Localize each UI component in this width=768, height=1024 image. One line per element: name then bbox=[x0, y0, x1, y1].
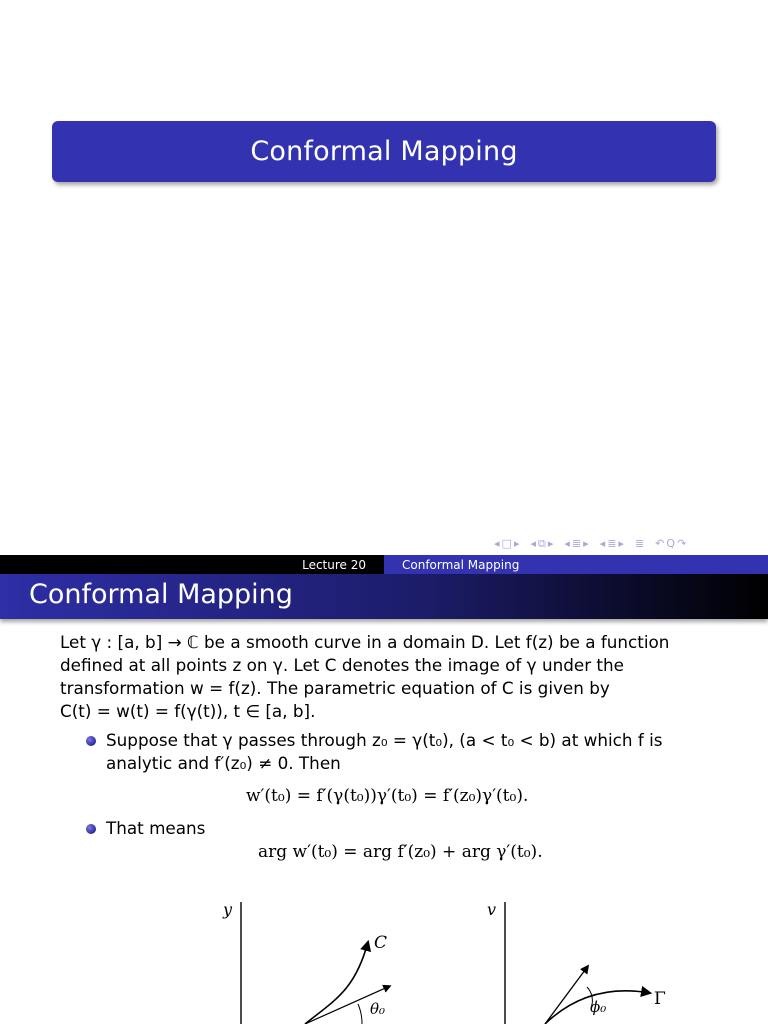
nav-prev-slide-icon[interactable]: ◂ bbox=[530, 537, 536, 550]
bullet-item-2: That means bbox=[106, 818, 206, 838]
lecture-label[interactable]: Lecture 20 bbox=[302, 557, 366, 572]
y-axis-label: y bbox=[223, 900, 233, 919]
nav-next-slide-icon[interactable]: ▸ bbox=[547, 537, 554, 550]
content-slide bbox=[0, 555, 768, 1024]
frame-title: Conformal Mapping bbox=[29, 579, 293, 610]
derivative-equation: w′(t₀) = f′(γ(t₀))γ′(t₀) = f′(z₀)γ′(t₀). bbox=[246, 786, 529, 806]
bullet-icon bbox=[86, 736, 96, 746]
curve-c-label: C bbox=[374, 933, 388, 953]
nav-prev-subsection-icon[interactable]: ◂ bbox=[564, 537, 570, 550]
nav-section-icon[interactable]: ≣ bbox=[607, 537, 617, 550]
paragraph-line: C(t) = w(t) = f(γ(t)), t ∈ [a, b]. bbox=[60, 701, 316, 721]
nav-next-subsection-icon[interactable]: ▸ bbox=[583, 537, 589, 550]
image-tangent-line bbox=[545, 966, 588, 1024]
curve-c bbox=[305, 942, 368, 1024]
bullet-line: analytic and f′(z₀) ≠ 0. Then bbox=[106, 753, 341, 773]
nav-prev-section-icon[interactable]: ◂ bbox=[599, 537, 606, 550]
nav-document-icon[interactable]: ≣ bbox=[634, 537, 645, 550]
nav-search-icon[interactable]: Q bbox=[666, 537, 676, 550]
theta-label: θ₀ bbox=[370, 1000, 386, 1018]
theta-arc bbox=[358, 1004, 362, 1024]
bullet-line: Suppose that γ passes through z₀ = γ(t₀), (a < t₀ < b) at which f is bbox=[106, 730, 663, 750]
nav-frame-icon[interactable]: □ bbox=[501, 537, 512, 550]
curve-gamma-label: Γ bbox=[654, 989, 666, 1009]
slide-title: Conformal Mapping bbox=[250, 136, 518, 167]
nav-slide-icon[interactable]: ⧉ bbox=[538, 537, 546, 550]
nav-back-icon[interactable]: ↶ bbox=[655, 537, 665, 550]
bullet-item-1 bbox=[106, 729, 726, 775]
title-box bbox=[52, 121, 716, 182]
nav-subsection-icon[interactable]: ≣ bbox=[571, 537, 582, 550]
nav-next-section-icon[interactable]: ▸ bbox=[618, 537, 624, 550]
phi-label: ϕ₀ bbox=[590, 998, 607, 1016]
conformal-mapping-figure bbox=[0, 890, 768, 1024]
beamer-navigation-bar bbox=[494, 536, 688, 552]
nav-forward-icon[interactable]: ↷ bbox=[677, 537, 687, 550]
paragraph-line: transformation w = f(z). The parametric equation of C is given by bbox=[60, 678, 610, 698]
paragraph-line: Let γ : [a, b] → ℂ be a smooth curve in a domain D. Let f(z) be a function bbox=[60, 632, 670, 652]
frame-title-bar bbox=[0, 574, 768, 619]
section-label[interactable]: Conformal Mapping bbox=[402, 557, 520, 572]
nav-prev-frame-icon[interactable]: ◂ bbox=[494, 537, 500, 550]
bullet-icon bbox=[86, 824, 96, 834]
intro-paragraph bbox=[60, 631, 740, 723]
paragraph-line: defined at all points z on γ. Let C denotes the image of γ under the bbox=[60, 655, 624, 675]
nav-next-frame-icon[interactable]: ▸ bbox=[513, 537, 520, 550]
v-axis-label: v bbox=[487, 900, 497, 919]
headline-bar bbox=[0, 555, 768, 574]
headline-right bbox=[384, 555, 768, 574]
headline-left bbox=[0, 555, 384, 574]
argument-equation: arg w′(t₀) = arg f′(z₀) + arg γ′(t₀). bbox=[258, 842, 543, 862]
